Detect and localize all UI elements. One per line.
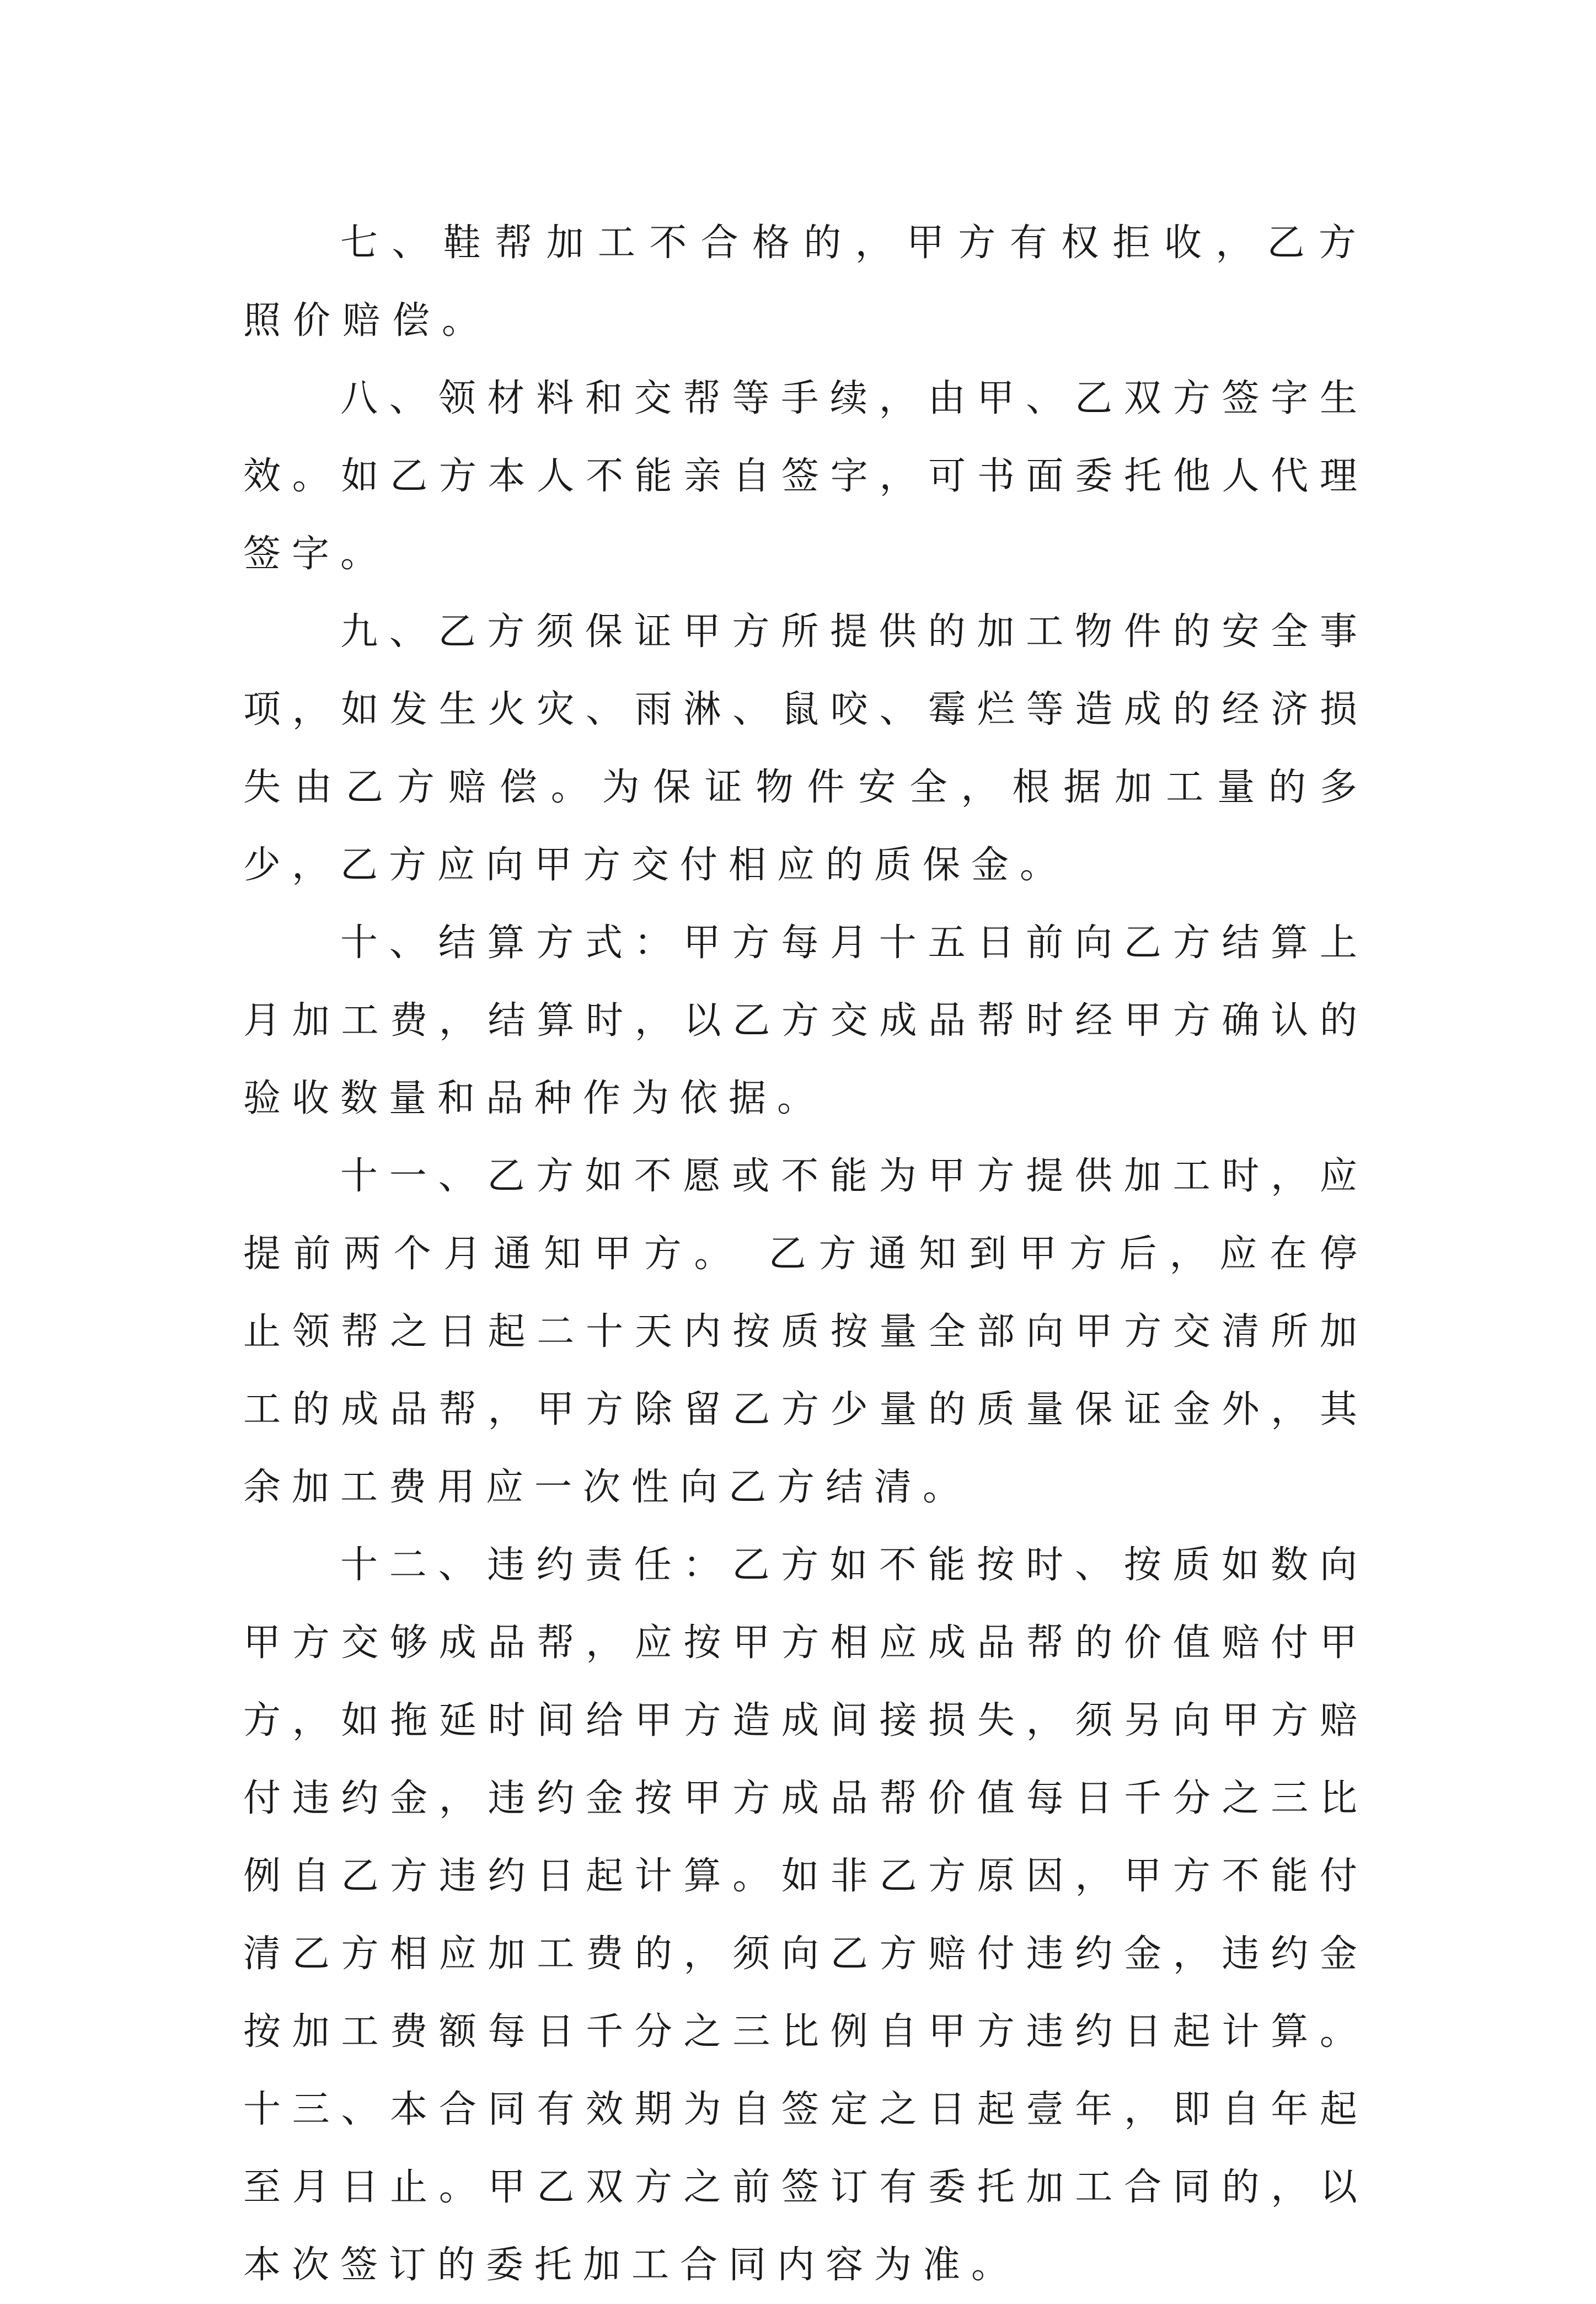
clause-9: 九、乙方须保证甲方所提供的加工物件的安全事项，如发生火灾、雨淋、鼠咬、霉烂等造成的经济损失由乙方赔偿。为保证物件安全，根据加工量的多少，乙方应向甲方交付相应的质保金。 xyxy=(243,610,1368,887)
clause-8: 八、领材料和交帮等手续，由甲、乙双方签字生效。如乙方本人不能亲自签字，可书面委托他人代理签字。 xyxy=(243,377,1368,576)
document-body xyxy=(243,204,1368,2304)
clause-10: 十、结算方式：甲方每月十五日前向乙方结算上月加工费，结算时，以乙方交成品帮时经甲方确认的验收数量和品种作为依据。 xyxy=(243,921,1368,1120)
clause-7: 七、鞋帮加工不合格的，甲方有权拒收，乙方照价赔偿。 xyxy=(243,221,1368,343)
clause-11: 十一、乙方如不愿或不能为甲方提供加工时，应提前两个月通知甲方。 乙方通知到甲方后，应在停止领帮之日起二十天内按质按量全部向甲方交清所加工的成品帮，甲方除留乙方少量的质量保证金外，其余加工费用应一次性向乙方结清。 xyxy=(243,1154,1368,1509)
clause-12: 十二、违约责任：乙方如不能按时、按质如数向甲方交够成品帮，应按甲方相应成品帮的价值赔付甲方，如拖延时间给甲方造成间接损失，须另向甲方赔付违约金，违约金按甲方成品帮价值每日千分之三比例自乙方违约日起计算。如非乙方原因，甲方不能付清乙方相应加工费的，须向乙方赔付违约金，违约金按加工费额每日千分之三比例自甲方违约日起计算。 十三、本合同有效期为自签定之日起壹年，即自年起至月日止。甲乙双方之前签订有委托加工合同的，以本次签订的委托加工合同内容为准。 xyxy=(243,1543,1368,2287)
